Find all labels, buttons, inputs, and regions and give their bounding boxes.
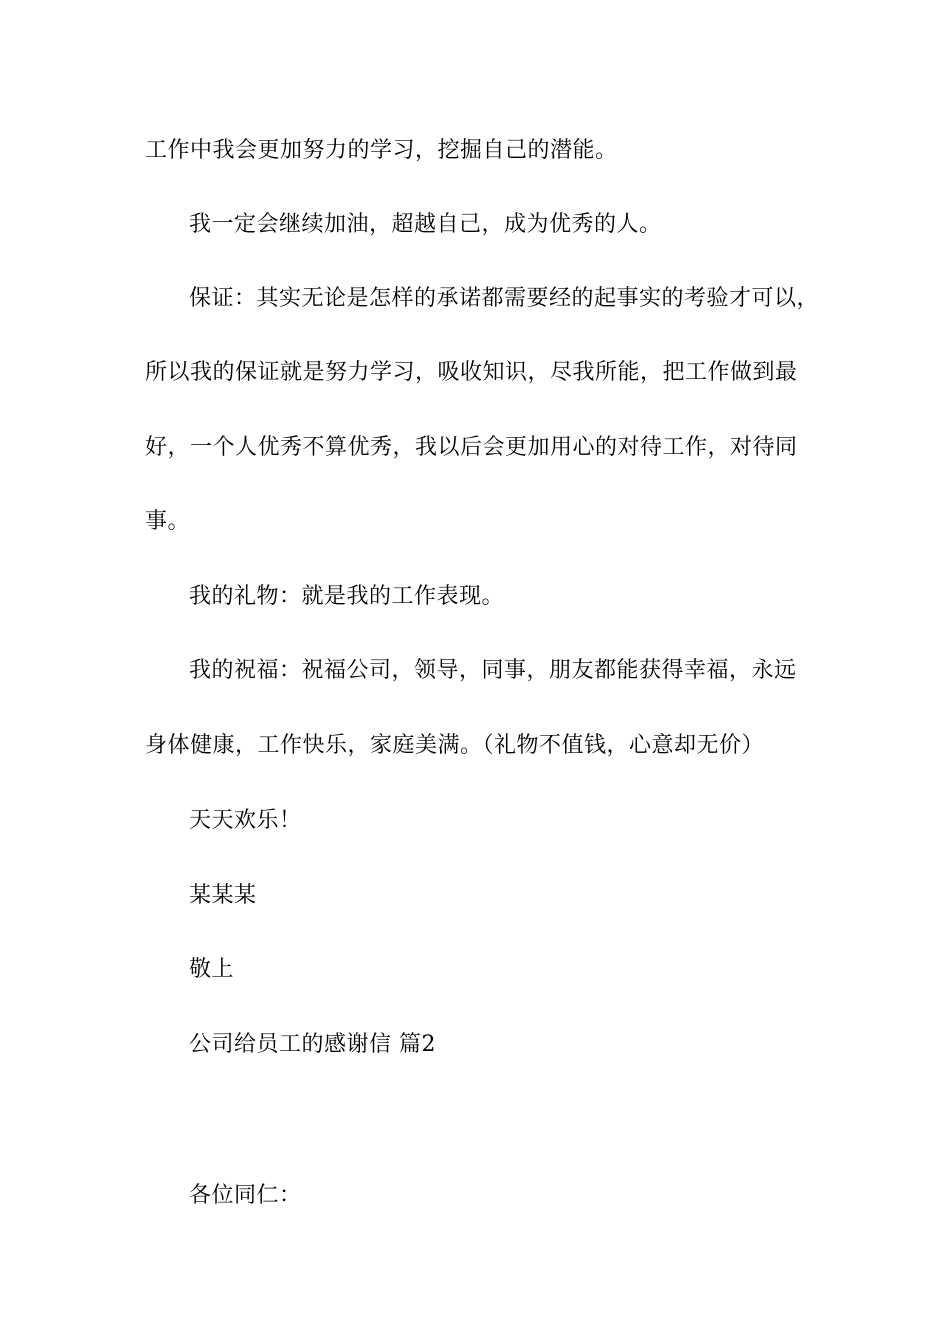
- paragraph-line-3: 保证：其实无论是怎样的承诺都需要经的起事实的考验才可以，: [189, 286, 820, 311]
- paragraph-line-4: 所以我的保证就是努力学习，吸收知识，尽我所能，把工作做到最: [145, 360, 798, 385]
- paragraph-line-7: 我的礼物：就是我的工作表现。: [189, 584, 505, 609]
- greeting-line: 天天欢乐！: [189, 808, 302, 833]
- paragraph-line-6: 事。: [145, 509, 191, 534]
- signature-name: 某某某: [189, 883, 257, 908]
- paragraph-line-8: 我的祝福：祝福公司，领导，同事，朋友都能获得幸福，永远: [189, 658, 797, 683]
- paragraph-line-5: 好，一个人优秀不算优秀，我以后会更加用心的对待工作，对待同: [145, 435, 798, 460]
- section-heading: 公司给员工的感谢信 篇2: [189, 1032, 436, 1057]
- salutation-line: 各位同仁：: [189, 1183, 302, 1208]
- signature-closing: 敬上: [189, 957, 235, 982]
- paragraph-line-9: 身体健康，工作快乐，家庭美满。（礼物不值钱，心意却无价）: [145, 733, 765, 758]
- paragraph-line-1: 工作中我会更加努力的学习，挖掘自己的潜能。: [145, 138, 618, 163]
- paragraph-line-2: 我一定会继续加油，超越自己，成为优秀的人。: [189, 212, 662, 237]
